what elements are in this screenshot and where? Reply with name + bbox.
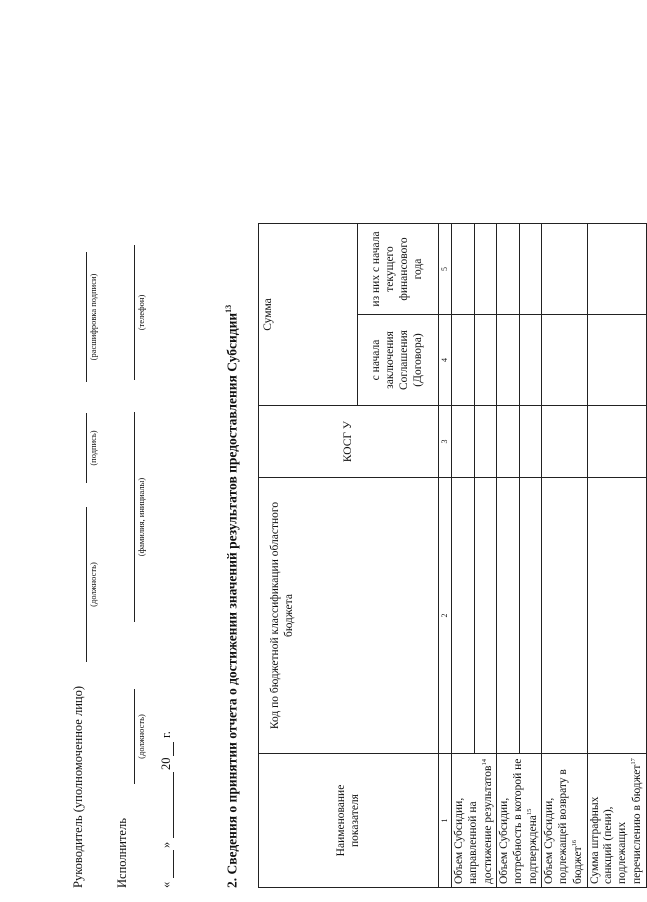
- row-label-note: 17: [630, 758, 638, 765]
- header-name: Наименование показателя: [259, 754, 439, 888]
- head-signature-hint: (подпись): [88, 430, 98, 466]
- date-year-line: [173, 742, 174, 756]
- table-row: [497, 223, 520, 887]
- column-number: 5: [439, 223, 452, 314]
- table-cell: [519, 223, 542, 314]
- row-label-text: Объем Субсидии, направленной на достижение результатов: [453, 765, 494, 884]
- date-close-quote: »: [159, 841, 173, 848]
- table-cell: [452, 223, 475, 314]
- executor-label: Исполнитель: [115, 818, 129, 888]
- header-kbk: Код по бюджетной классификации областного бюджета: [259, 478, 439, 754]
- executor-position-hint: (должность): [136, 714, 146, 759]
- header-kosgu: КОСГ У: [259, 406, 439, 478]
- table-cell: [519, 315, 542, 406]
- column-number: 1: [439, 754, 452, 888]
- table-cell: [542, 223, 587, 314]
- section-title-text: 2. Сведения о принятии отчета о достижении значений результатов предоставления Субсидии: [224, 312, 240, 888]
- table-cell: [474, 478, 497, 754]
- row-label-text: Сумма штрафных санкций (пени), подлежащих перечислению в бюджет: [588, 764, 643, 884]
- row-label-note: 16: [571, 839, 579, 847]
- table-cell: [587, 223, 646, 314]
- column-number: 2: [439, 478, 452, 754]
- table-cell: [497, 223, 520, 314]
- row-label: [542, 754, 587, 888]
- executor-position-line: [134, 689, 135, 784]
- table-cell: [452, 406, 475, 478]
- results-table: [258, 223, 647, 888]
- executor-name-line: [134, 412, 135, 622]
- section-title: [224, 305, 241, 888]
- head-signature-line: [86, 413, 87, 483]
- section-title-note: 13: [224, 304, 233, 313]
- row-label-note: 15: [525, 808, 533, 816]
- table-cell: [542, 406, 587, 478]
- table-row: [452, 223, 475, 887]
- head-decode-line: [86, 252, 87, 382]
- table-cell: [452, 315, 475, 406]
- table-cell: [452, 478, 475, 754]
- table-row: [587, 223, 646, 887]
- date-open-quote: «: [159, 881, 173, 888]
- column-number: 4: [439, 315, 452, 406]
- table-cell: [587, 406, 646, 478]
- table-row: [542, 223, 587, 887]
- table-cell: [474, 406, 497, 478]
- table-cell: [519, 478, 542, 754]
- table-cell: [587, 315, 646, 406]
- row-label-text: Объем Субсидии, подлежащей возврату в бюджет: [543, 769, 584, 884]
- header-since-agreement: с начала заключения Соглашения (Договора): [358, 315, 439, 406]
- head-position-line: [86, 507, 87, 662]
- table-cell: [542, 478, 587, 754]
- table-cell: [587, 478, 646, 754]
- date-year-prefix: 20: [159, 757, 173, 770]
- table-cell: [474, 223, 497, 314]
- row-label-note: 14: [480, 759, 488, 766]
- column-number: 3: [439, 406, 452, 478]
- date-month-line: [173, 772, 174, 838]
- header-sum: Сумма: [259, 223, 358, 405]
- row-label: [452, 754, 497, 888]
- head-position-hint: (должность): [88, 562, 98, 607]
- head-label: Руководитель (уполномоченное лицо): [71, 685, 85, 888]
- row-label: [587, 754, 646, 888]
- row-label: [497, 754, 542, 888]
- table-cell: [497, 315, 520, 406]
- table-cell: [474, 315, 497, 406]
- date-day-line: [173, 850, 174, 878]
- header-of-which: из них с начала текущего финансового года: [358, 223, 439, 314]
- executor-phone-line: [134, 245, 135, 380]
- table-cell: [497, 478, 520, 754]
- executor-name-hint: (фамилия, инициалы): [136, 477, 146, 557]
- head-decode-hint: (расшифровка подписи): [88, 273, 98, 361]
- table-cell: [542, 315, 587, 406]
- executor-phone-hint: (телефон): [136, 294, 146, 331]
- table-cell: [519, 406, 542, 478]
- row-label-text: Объем Субсидии, потребность в которой не подтверждена: [498, 758, 539, 884]
- date-year-suffix: г.: [159, 731, 173, 738]
- table-cell: [497, 406, 520, 478]
